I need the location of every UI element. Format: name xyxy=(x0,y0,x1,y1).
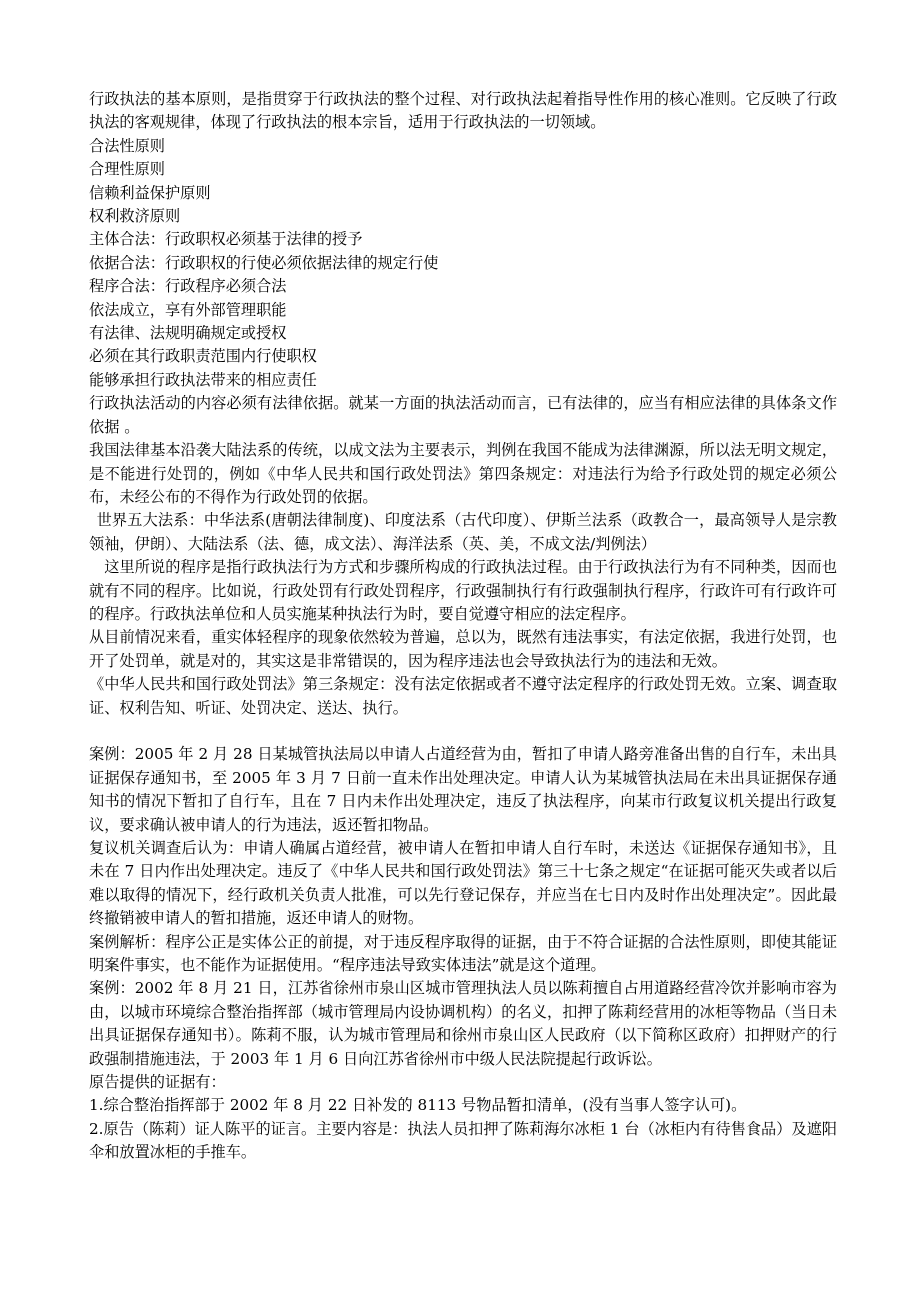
blank-line xyxy=(89,720,837,743)
situation-paragraph: 从目前情况来看，重实体轻程序的现象依然较为普遍，总以为，既然有违法事实，有法定依据，我进行处罚，也开了处罚单，就是对的，其实这是非常错误的，因为程序违法也会导致执法行为的违法和无效。 xyxy=(89,628,837,670)
article3-paragraph: 《中华人民共和国行政处罚法》第三条规定：没有法定依据或者不遵守法定程序的行政处罚无效。立案、调查取证、权利告知、听证、处罚决定、送达、执行。 xyxy=(89,675,837,717)
principle-trust-protection: 信赖利益保护原则 xyxy=(89,183,211,202)
intro-paragraph: 行政执法的基本原则，是指贯穿于行政执法的整个过程、对行政执法起着指导性作用的核心准则。它反映了行政执法的客观规律，体现了行政执法的根本宗旨，适用于行政执法的一切领域。 xyxy=(89,90,837,132)
condition-item: 能够承担行政执法带来的相应责任 xyxy=(89,370,317,389)
principle-legality: 合法性原则 xyxy=(89,136,165,155)
legality-basis: 依据合法：行政职权的行使必须依据法律的规定行使 xyxy=(89,253,439,272)
condition-item: 依法成立，享有外部管理职能 xyxy=(89,300,287,319)
document-page xyxy=(89,88,837,1165)
procedure-paragraph: 这里所说的程序是指行政执法行为方式和步骤所构成的行政执法过程。由于行政执法行为有不同种类，因而也就有不同的程序。比如说，行政处罚有行政处罚程序，行政强制执行有行政强制执行程序，行政许可有行政许可的程序。行政执法单位和人员实施某种执法行为时，要自觉遵守相应的法定程序。 xyxy=(89,558,837,623)
principle-reasonableness: 合理性原则 xyxy=(89,160,165,179)
evidence-intro: 原告提供的证据有： xyxy=(89,1073,226,1092)
basis-paragraph: 行政执法活动的内容必须有法律依据。就某一方面的执法活动而言，已有法律的，应当有相应法律的具体条文作依据 。 xyxy=(89,394,837,436)
principle-remedy: 权利救济原则 xyxy=(89,207,181,226)
evidence-item: 1.综合整治指挥部于 2002 年 8 月 22 日补发的 8113 号物品暂扣清单，(没有当事人签字认可)。 xyxy=(89,1096,747,1115)
analysis-paragraph: 案例解析：程序公正是实体公正的前提，对于违反程序取得的证据，由于不符合证据的合法性原则，即使其能证明案件事实，也不能作为证据使用。“程序违法导致实体违法”就是这个道理。 xyxy=(89,932,837,975)
condition-item: 必须在其行政职责范围内行使职权 xyxy=(89,347,317,366)
legal-systems-paragraph: 世界五大法系：中华法系(唐朝法律制度)、印度法系（古代印度）、伊斯兰法系（政教合一，最高领导人是宗教领袖，伊朗）、大陆法系（法、德，成文法）、海洋法系（英、美，不成文法/判例法） xyxy=(89,511,837,553)
legality-procedure: 程序合法：行政程序必须合法 xyxy=(89,277,287,296)
tradition-paragraph: 我国法律基本沿袭大陆法系的传统，以成文法为主要表示，判例在我国不能成为法律渊源，所以法无明文规定，是不能进行处罚的，例如《中华人民共和国行政处罚法》第四条规定：对违法行为给予行政处罚的规定必须公布，未经公布的不得作为行政处罚的依据。 xyxy=(89,441,837,506)
case2-paragraph: 案例：2002 年 8 月 21 日，江苏省徐州市泉山区城市管理执法人员以陈莉擅自占用道路经营冷饮并影响市容为由，以城市环境综合整治指挥部（城市管理局内设协调机构）的名义，扣押了陈莉经营用的冰柜等物品（当日未出具证据保存通知书）。陈莉不服，认为城市管理局和徐州市泉山区人民政府（以下简称区政府）扣押财产的行政强制措施违法，于 2003 年 1 月 6 日向江苏省徐州市中级人民法院提起行政诉讼。 xyxy=(89,979,837,1068)
case1-paragraph: 案例：2005 年 2 月 28 日某城管执法局以申请人占道经营为由，暂扣了申请人路旁准备出售的自行车，未出具证据保存通知书，至 2005 年 3 月 7 日前一直未作出处理决定。申请人认为某城管执法局在未出具证据保存通知书的情况下暂扣了自行车，且在 7 日内未作出处理决定，违反了执法程序，向某市行政复议机关提出行政复议，要求确认被申请人的行为违法，返还暂扣物品。 xyxy=(89,745,837,834)
evidence-item: 2.原告（陈莉）证人陈平的证言。主要内容是：执法人员扣押了陈莉海尔冰柜 1 台（冰柜内有待售食品）及遮阳伞和放置冰柜的手推车。 xyxy=(89,1119,837,1162)
review-paragraph: 复议机关调查后认为：申请人确属占道经营，被申请人在暂扣申请人自行车时，未送达《证据保存通知书》，且未在 7 日内作出处理决定。违反了《中华人民共和国行政处罚法》第三十七条之规定“在证据可能灭失或者以后难以取得的情况下，经行政机关负责人批准，可以先行登记保存，并应当在七日内及时作出处理决定”。因此最终撤销被申请人的暂扣措施，返还申请人的财物。 xyxy=(89,838,837,928)
legality-subject: 主体合法：行政职权必须基于法律的授予 xyxy=(89,230,363,249)
condition-item: 有法律、法规明确规定或授权 xyxy=(89,324,287,343)
